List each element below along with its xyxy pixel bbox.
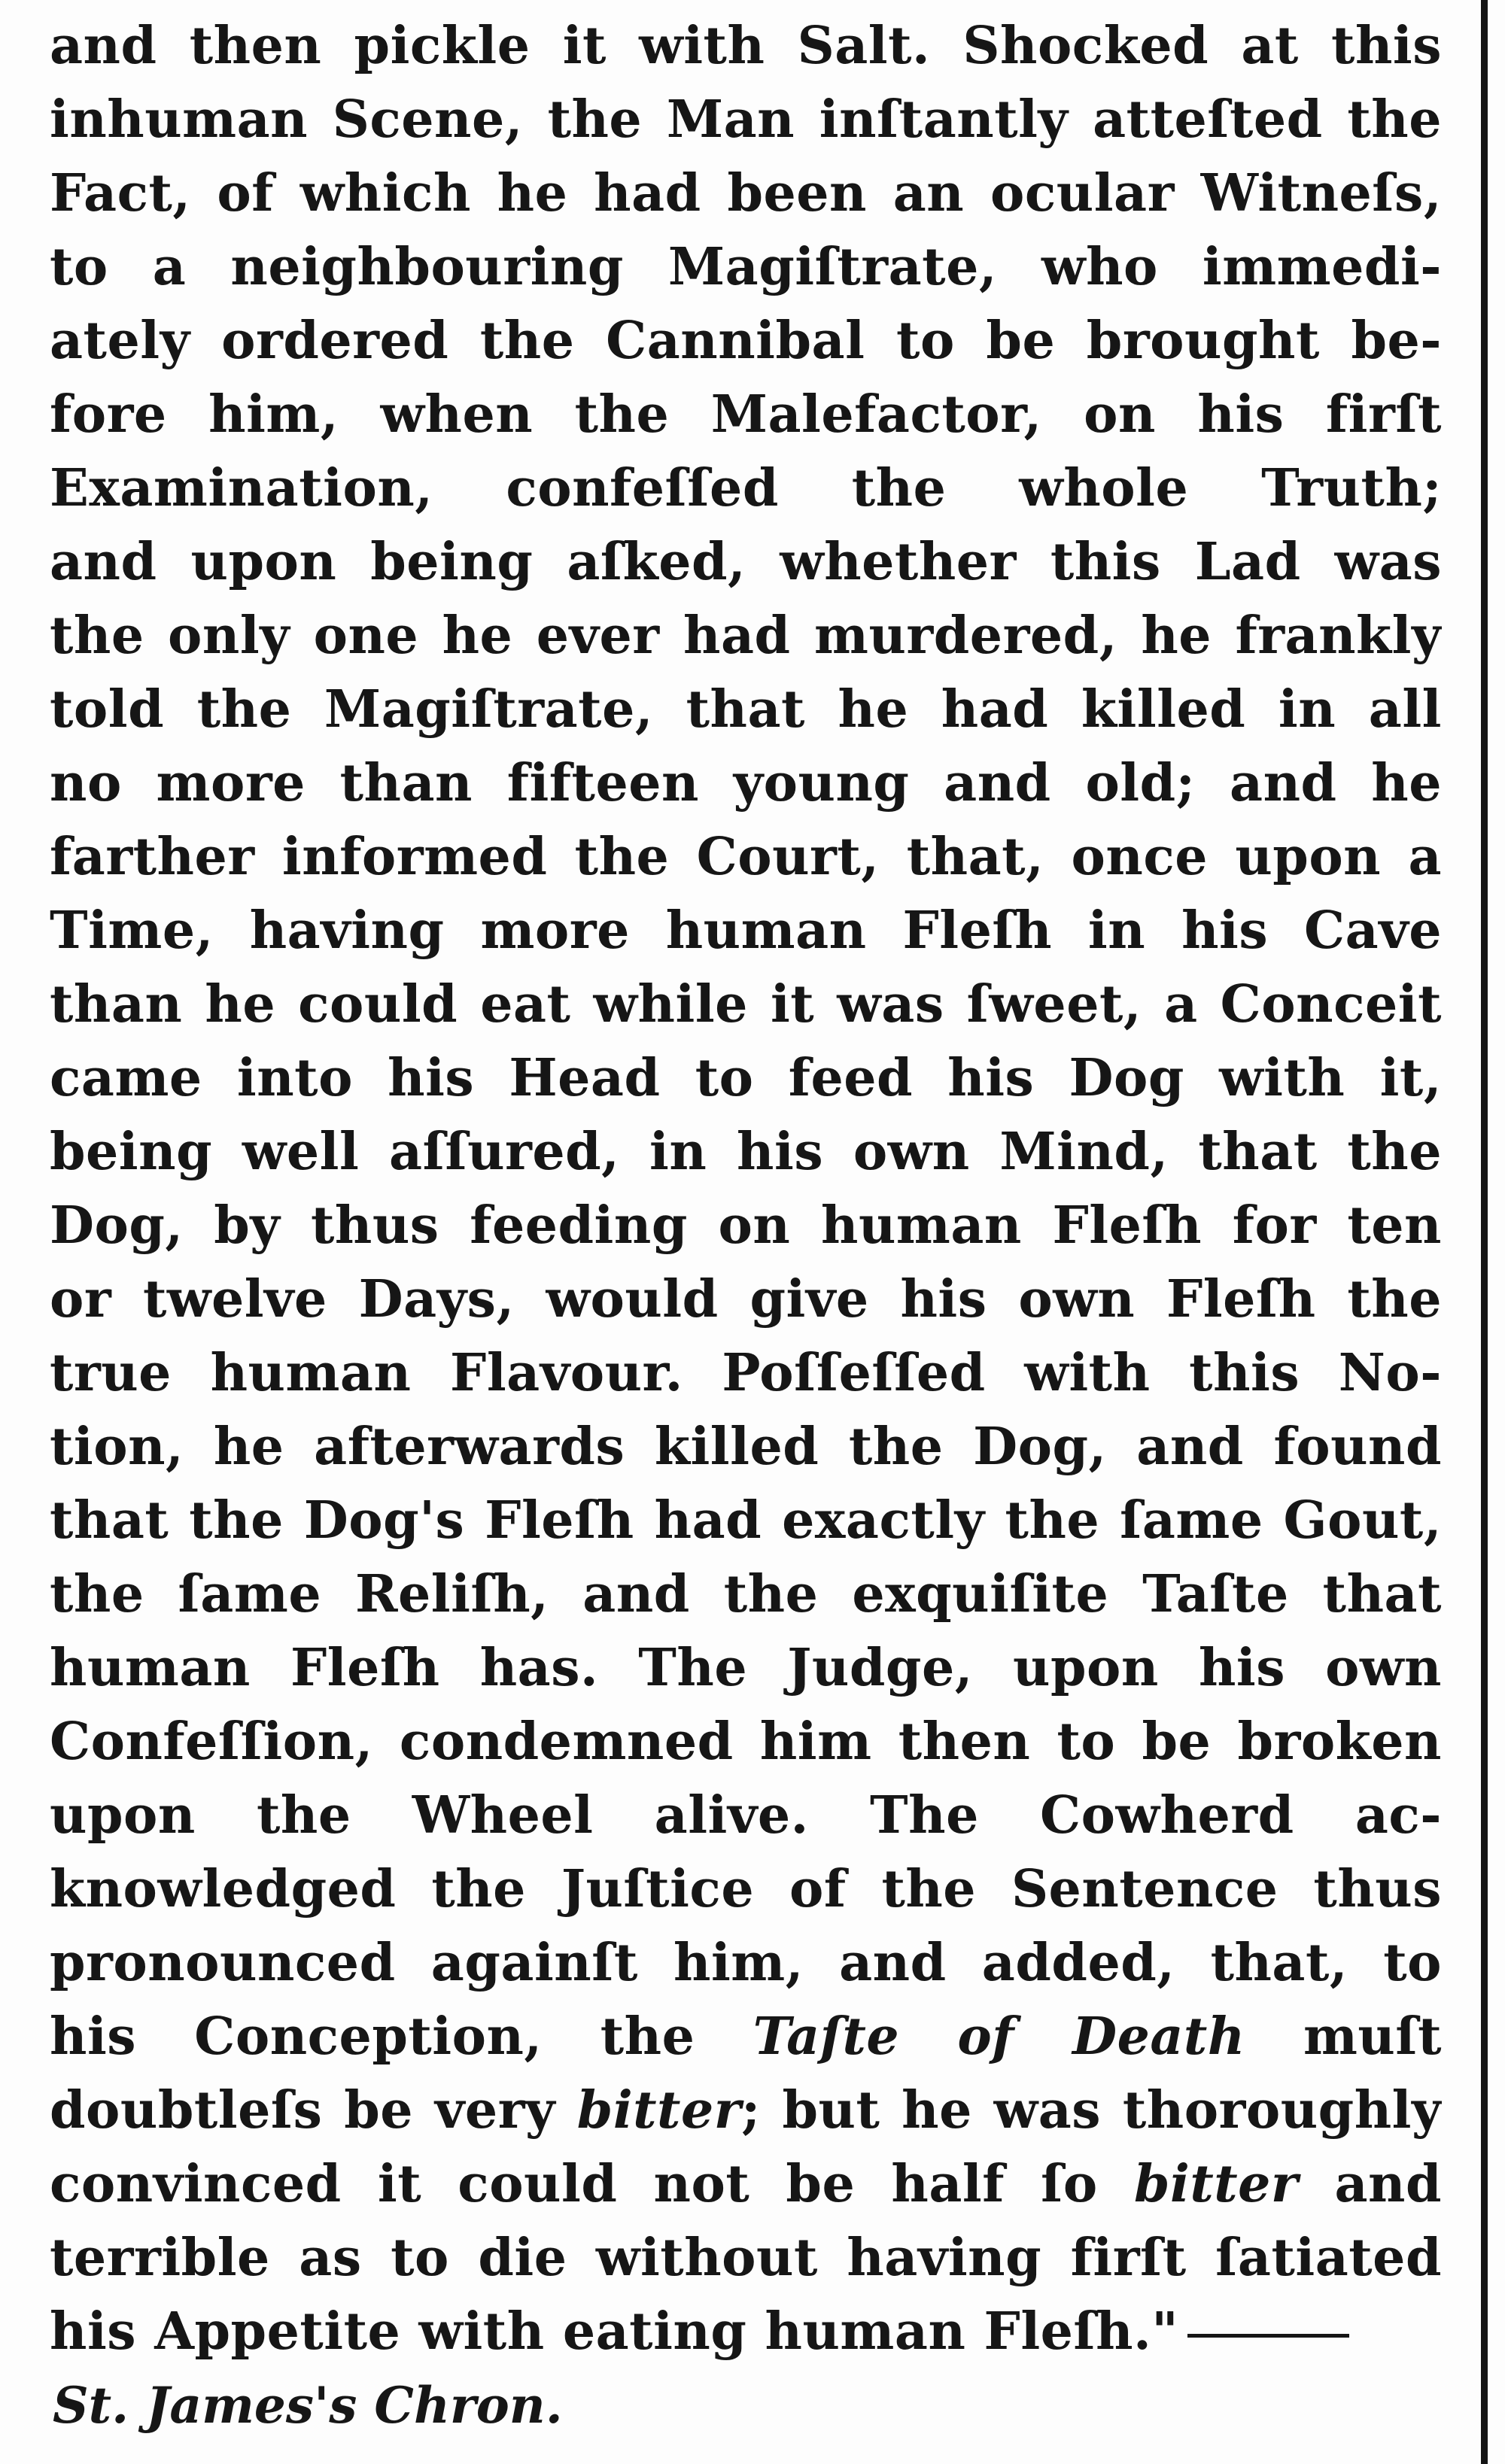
text-line: and upon being aſked, whether this Lad was [50,532,1442,592]
closing-line [50,2295,1442,2368]
source-attribution: St. James's Chron. [53,2376,563,2435]
text-line: to a neighbouring Magiſtrate, who immedi- [50,237,1442,297]
text-run: and [1298,2154,1442,2214]
text-line: upon the Wheel alive. The Cowherd ac- [50,1785,1442,1846]
text-line: pronounced againſt him, and added, that, to [50,1933,1442,1993]
text-line: and then pickle it with Salt. Shocked at this [50,16,1442,76]
text-line: than he could eat while it was ſweet, a Conceit [50,974,1442,1035]
italic-word: bitter [1133,2154,1299,2214]
text-line: no more than fifteen young and old; and he [50,753,1442,813]
text-line: farther informed the Court, that, once upon a [50,827,1442,887]
text-line: ately ordered the Cannibal to be brought be- [50,311,1442,371]
text-line: fore him, when the Malefactor, on his firſt [50,384,1442,445]
column-rule [1481,0,1488,2464]
italic-phrase: Taſte of Death [752,2007,1245,2067]
text-run: his Conception, the [50,2007,753,2067]
text-line: the ſame Reliſh, and the exquiſite Taſte that [50,1564,1442,1624]
text-line: knowledged the Juſtice of the Sentence thus [50,1859,1442,1919]
text-line: or twelve Days, would give his own Fleſh the [50,1269,1442,1329]
article-body [50,9,1442,2442]
text-line: Dog, by thus feeding on human Fleſh for ten [50,1196,1442,1256]
text-line: human Fleſh has. The Judge, upon his own [50,1638,1442,1698]
text-line: Confeſſion, condemned him then to be broken [50,1712,1442,1772]
text-line: the only one he ever had murdered, he frankly [50,606,1442,666]
text-line: being well aſſured, in his own Mind, that the [50,1122,1442,1182]
text-run: ; but he was thoroughly [741,2080,1442,2140]
em-dash-rule [1187,2334,1349,2338]
text-line: tion, he afterwards killed the Dog, and found [50,1417,1442,1477]
text-run: muſt [1245,2007,1442,2067]
text-line: came into his Head to feed his Dog with it, [50,1048,1442,1108]
text-run: doubtleſs be very [50,2080,577,2140]
text-line-with-italic [50,2000,1442,2074]
text-line: told the Magiſtrate, that he had killed in all [50,679,1442,740]
closing-text: his Appetite with eating human Fleſh." [50,2301,1179,2362]
text-line: Examination, confeſſed the whole Truth; [50,458,1442,518]
text-line: Time, having more human Fleſh in his Cave [50,901,1442,961]
text-line: terrible as to die without having firſt ſatiated [50,2228,1442,2288]
text-line-with-italic [50,2074,1442,2147]
text-line-with-italic [50,2147,1442,2221]
italic-word: bitter [576,2080,742,2140]
text-line: inhuman Scene, the Man inſtantly atteſted the [50,90,1442,150]
text-run: convinced it could not be half ſo [50,2154,1134,2214]
text-line: true human Flavour. Poſſeſſed with this No- [50,1343,1442,1403]
text-line: that the Dog's Fleſh had exactly the ſame Gout, [50,1490,1442,1551]
text-line: Fact, of which he had been an ocular Witneſs, [50,163,1442,223]
